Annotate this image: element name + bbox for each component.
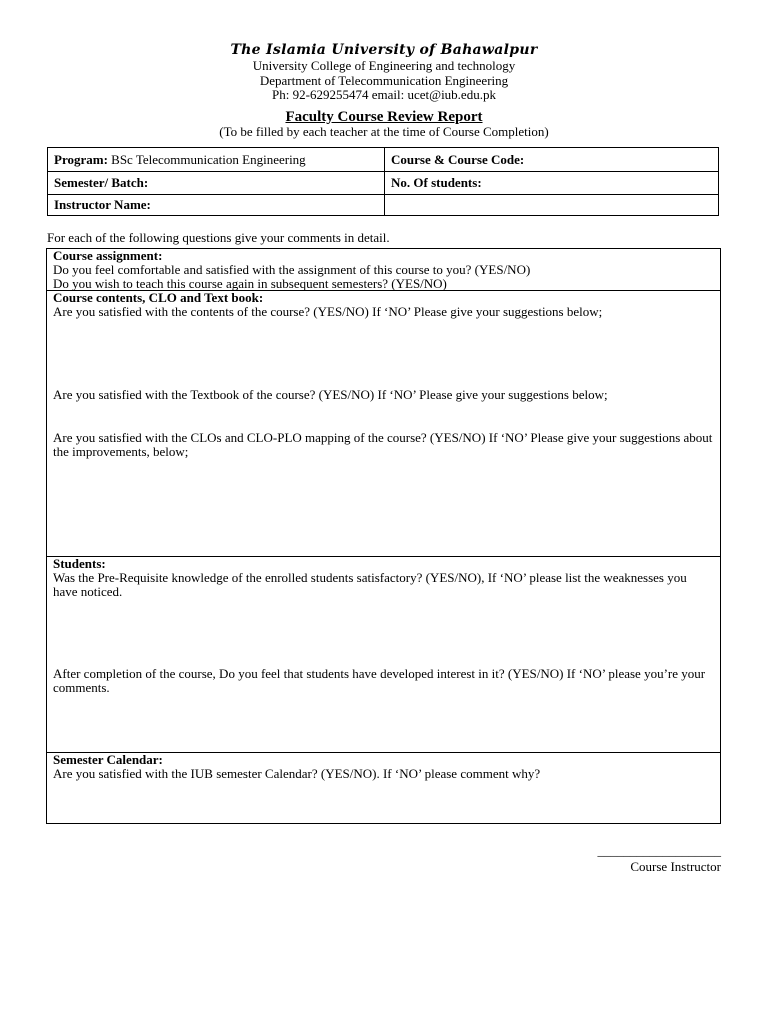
instruction-text: For each of the following questions give your comments in detail. [47,230,390,245]
signature-block [598,843,722,875]
question-text: Do you feel comfortable and satisfied with the assignment of this course to you? (YES/NO) [53,262,531,277]
section-title: Semester Calendar: [53,752,163,767]
course-code-cell[interactable] [385,148,719,172]
department-name: Department of Telecommunication Engineering [259,72,509,88]
question-text: Are you satisfied with the Textbook of the course? (YES/NO) If ‘NO’ Please give your suggestions below; [53,387,608,402]
signature-label: Course Instructor [630,859,721,874]
section-title: Course contents, CLO and Text book: [53,290,264,305]
university-name: The Islamia University of Bahawalpur [230,42,538,58]
instructor-label: Instructor Name: [54,197,151,212]
program-label: Program: [54,151,108,167]
section-course-contents[interactable] [47,291,720,557]
question-text: After completion of the course, Do you feel that students have developed interest in it? (YES/NO) If ‘NO’ please you’re your comments. [53,666,706,695]
students-count-cell[interactable] [385,172,719,195]
contact-info: Ph: 92-629255474 email: ucet@iub.edu.pk [272,87,496,102]
report-title: Faculty Course Review Report [285,108,483,125]
question-text: Are you satisfied with the CLOs and CLO-PLO mapping of the course? (YES/NO) If ‘NO’ Please give your suggestions about the improvements, below; [53,430,713,459]
question-text: Are you satisfied with the IUB semester Calendar? (YES/NO). If ‘NO’ please comment why? [53,766,541,781]
semester-label: Semester/ Batch: [54,175,149,190]
question-text: Was the Pre-Requisite knowledge of the enrolled students satisfactory? (YES/NO), If ‘NO’ please list the weaknesses you have noticed. [53,570,687,599]
section-semester-calendar[interactable] [47,753,720,823]
course-code-label: Course & Course Code: [391,151,525,167]
section-students[interactable] [47,557,720,753]
section-title: Course assignment: [53,248,163,263]
document-header [0,42,768,139]
section-course-assignment [47,249,720,291]
instructor-cell[interactable] [48,195,385,216]
students-count-label: No. Of students: [391,175,482,190]
empty-cell[interactable] [385,195,719,216]
course-info-table [47,147,719,216]
question-text: Are you satisfied with the contents of the course? (YES/NO) If ‘NO’ Please give your suggestions below; [53,304,603,319]
signature-line: ___________________ [597,843,721,858]
question-text: Do you wish to teach this course again in subsequent semesters? (YES/NO) [53,276,447,291]
program-cell[interactable] [48,148,385,172]
report-subtitle: (To be filled by each teacher at the time of Course Completion) [219,123,549,139]
review-form-box [46,248,721,824]
program-value: BSc Telecommunication Engineering [111,151,306,167]
semester-cell[interactable] [48,172,385,195]
section-title: Students: [53,556,106,571]
college-name: University College of Engineering and technology [252,58,516,73]
